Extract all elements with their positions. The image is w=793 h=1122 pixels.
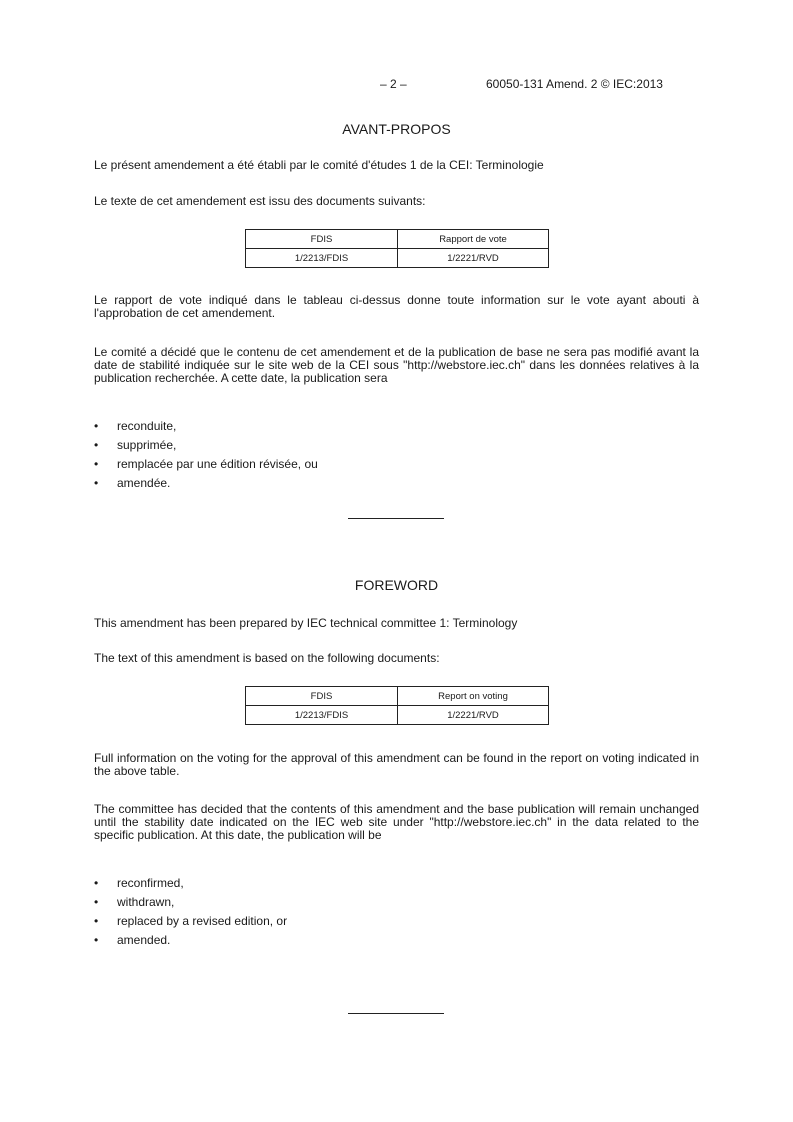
bullet-icon: • <box>94 438 99 452</box>
list-item: • reconduite, <box>94 419 177 433</box>
french-para-documents: Le texte de cet amendement est issu des documents suivants: <box>94 194 426 208</box>
english-para-documents: The text of this amendment is based on the following documents: <box>94 651 440 665</box>
list-item: • withdrawn, <box>94 895 175 909</box>
french-documents-table <box>245 229 549 268</box>
bullet-icon: • <box>94 419 99 433</box>
bullet-icon: • <box>94 895 99 909</box>
table-row <box>246 249 549 268</box>
english-para-committee: This amendment has been prepared by IEC technical committee 1: Terminology <box>94 616 518 630</box>
french-bullet-list <box>94 420 318 496</box>
list-item: • supprimée, <box>94 438 177 452</box>
table-header-row <box>246 687 549 706</box>
list-item: • amendée. <box>94 476 171 490</box>
bullet-icon: • <box>94 914 99 928</box>
section-divider <box>348 518 444 519</box>
list-item: • replaced by a revised edition, or <box>94 914 288 928</box>
table-cell: 1/2221/RVD <box>398 249 549 268</box>
list-item: • remplacée par une édition révisée, ou <box>94 457 318 471</box>
table-cell: 1/2213/FDIS <box>246 249 398 268</box>
document-reference: 60050-131 Amend. 2 © IEC:2013 <box>486 77 663 91</box>
table-header-row <box>246 230 549 249</box>
table-cell: 1/2213/FDIS <box>246 706 398 725</box>
table-header-cell: Rapport de vote <box>398 230 549 249</box>
english-documents-table <box>245 686 549 725</box>
page-number: – 2 – <box>380 77 407 91</box>
table-header-cell: FDIS <box>246 687 398 706</box>
french-para-committee: Le présent amendement a été établi par le comité d'études 1 de la CEI: Terminologie <box>94 158 544 172</box>
french-para-decision: Le comité a décidé que le contenu de cet amendement et de la publication de base ne sera pas modifié avant la date de stabilité indiquée sur le site web de la CEI sous "http://webstore.iec.ch" dans les données relatives à la publication recherchée. A cette date, la publication sera <box>94 345 699 385</box>
bullet-icon: • <box>94 876 99 890</box>
bullet-icon: • <box>94 933 99 947</box>
table-header-cell: FDIS <box>246 230 398 249</box>
section-divider <box>348 1013 444 1014</box>
english-bullet-list <box>94 877 287 953</box>
french-para-vote: Le rapport de vote indiqué dans le tableau ci-dessus donne toute information sur le vote ayant abouti à l'approbation de cet amendement. <box>94 293 699 320</box>
english-title: FOREWORD <box>354 577 439 593</box>
bullet-icon: • <box>94 457 99 471</box>
table-row <box>246 706 549 725</box>
list-item: • reconfirmed, <box>94 876 184 890</box>
table-header-cell: Report on voting <box>398 687 549 706</box>
bullet-icon: • <box>94 476 99 490</box>
list-item: • amended. <box>94 933 171 947</box>
table-cell: 1/2221/RVD <box>398 706 549 725</box>
french-title: AVANT-PROPOS <box>342 121 451 137</box>
english-para-decision: The committee has decided that the contents of this amendment and the base publication will remain unchanged until the stability date indicated on the IEC web site under "http://webstore.iec.ch" in the data related to the specific publication. At this date, the publication will be <box>94 802 699 842</box>
english-para-vote: Full information on the voting for the approval of this amendment can be found in the report on voting indicated in the above table. <box>94 751 699 778</box>
